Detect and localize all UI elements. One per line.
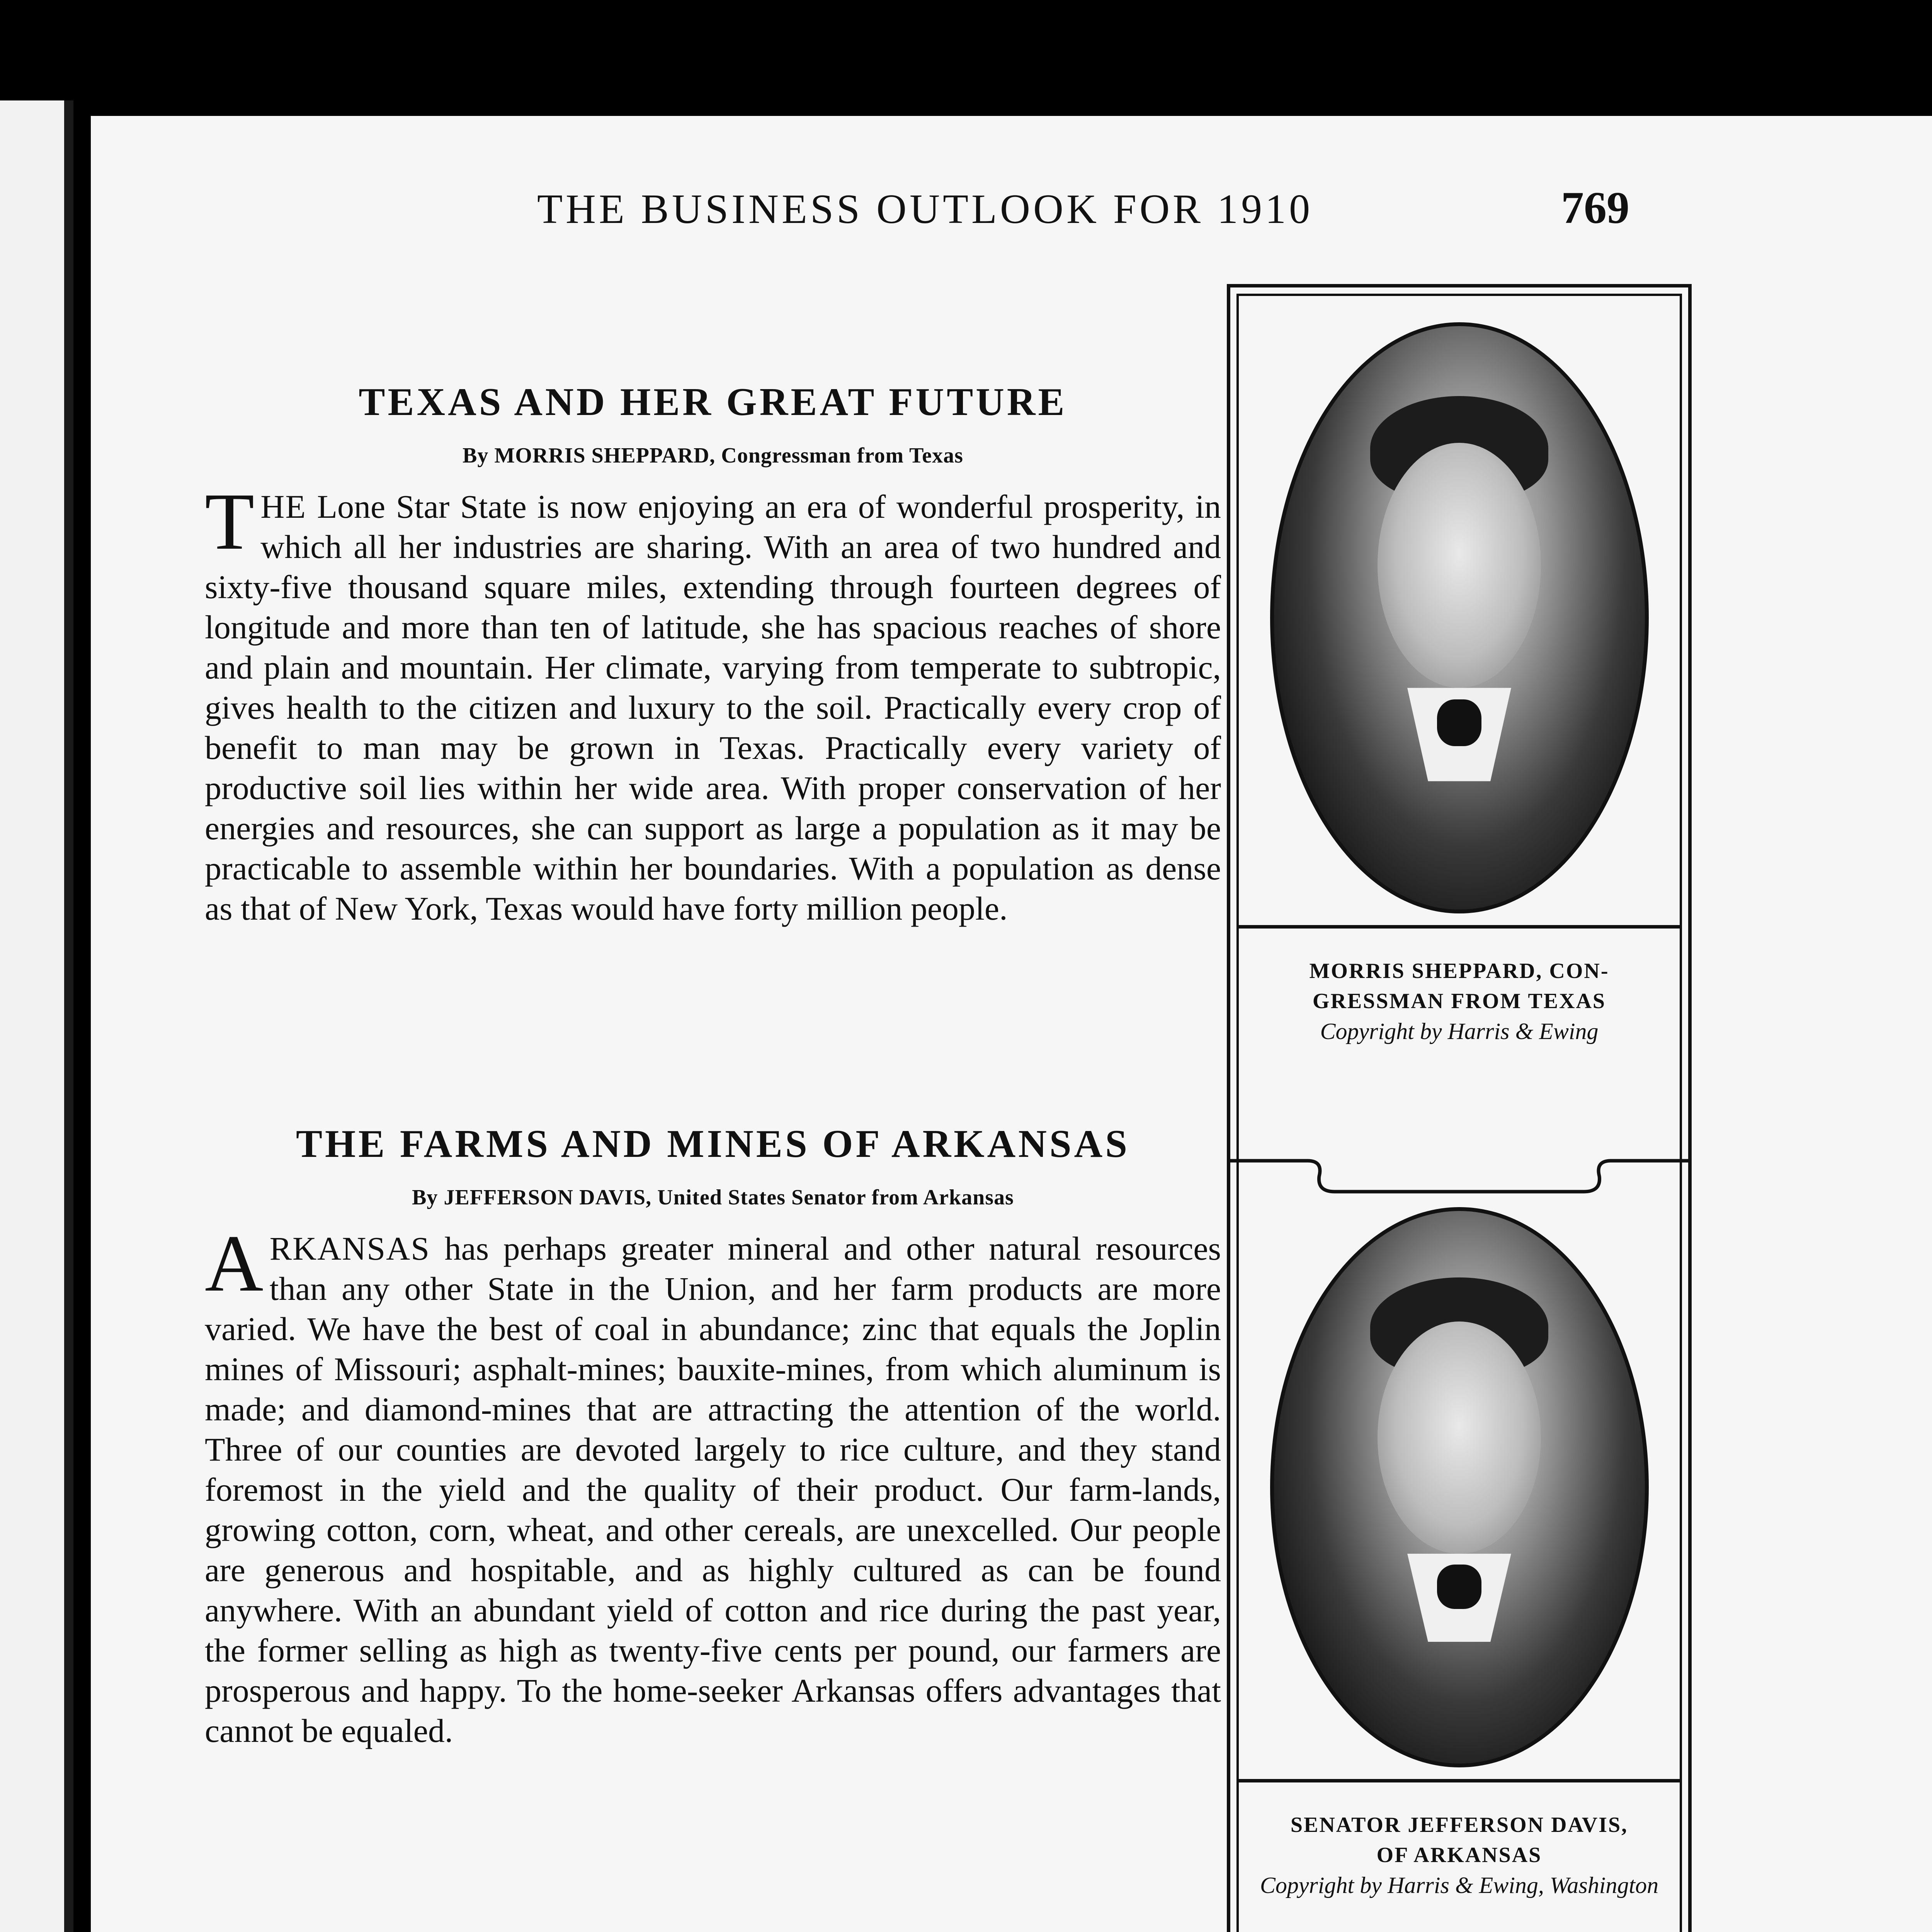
article-arkansas [205,1122,1221,1751]
portrait-caption: SENATOR JEFFERSON DAVIS, OF ARKANSAS Copyright by Harris & Ewing, Washington [1239,1810,1680,1900]
portrait-photo [1270,322,1649,913]
divider [1239,1779,1680,1782]
article-body: THE Lone Star State is now enjoying an era of wonderful prosperity, in which all her industries are sharing. With an area of two hundred and sixty-five thousand square miles, extending through fourteen degrees of longitude and more than ten of latitude, she has spacious reaches of shore and plain and mountain. Her climate, varying from temperate to subtropic, gives health to the citizen and luxury to the soil. Practically every crop of benefit to man may be grown in Texas. Practically every variety of productive soil lies within her wide area. With proper conservation of her energies and resources, she can support as large a population as it may be practicable to assemble within her boundaries. With a population as dense as that of New York, Texas would have forty million people. [205,477,1221,927]
portrait-panel-sheppard [1239,315,1680,1087]
divider [1239,925,1680,929]
portrait-photo [1270,1207,1649,1767]
facing-page-edge [0,100,73,1932]
article-byline: By JEFFERSON DAVIS, United States Senator from Arkansas [412,1185,1014,1210]
article-headline: THE FARMS AND MINES OF ARKANSAS [296,1122,1130,1166]
drop-cap: A [205,1219,264,1309]
running-title: THE BUSINESS OUTLOOK FOR 1910 [537,186,1313,232]
portrait-panel-davis [1239,1207,1680,1932]
running-head [0,182,1932,259]
drop-cap: T [205,477,255,567]
article-texas [205,381,1221,929]
ornamental-divider [1230,1153,1688,1199]
page-number: 769 [1561,182,1629,233]
article-byline: By MORRIS SHEPPARD, Congressman from Texas [463,444,963,468]
article-body: ARKANSAS has perhaps greater mineral and other natural resources than any other State in the Union, and her farm products are more varied. We have the best of coal in abundance; zinc that equals the Joplin mines of Missouri; asphalt-mines; bauxite-mines, from which aluminum is made; and diamond-mines that are attracting the attention of the world. Three of our counties are devoted largely to rice culture, and they stand foremost in the yield and the quality of their product. Our farm-lands, growing cotton, corn, wheat, and other cereals, are unexcelled. Our people are generous and hospitable, and as highly cultured as can be found anywhere. With an abundant yield of cotton and rice during the past year, the former selling as high as twenty-five cents per pound, our farmers are prosperous and happy. To the home-seeker Arkansas offers advantages that cannot be equaled. [205,1219,1221,1750]
portrait-caption: MORRIS SHEPPARD, CON- GRESSMAN FROM TEXAS Copyright by Harris & Ewing [1239,956,1680,1046]
photo-credit: Copyright by Harris & Ewing [1320,1019,1599,1044]
photo-credit: Copyright by Harris & Ewing, Washington [1260,1872,1659,1898]
portrait-sidebar [1227,284,1692,1932]
article-headline: TEXAS AND HER GREAT FUTURE [359,380,1067,424]
